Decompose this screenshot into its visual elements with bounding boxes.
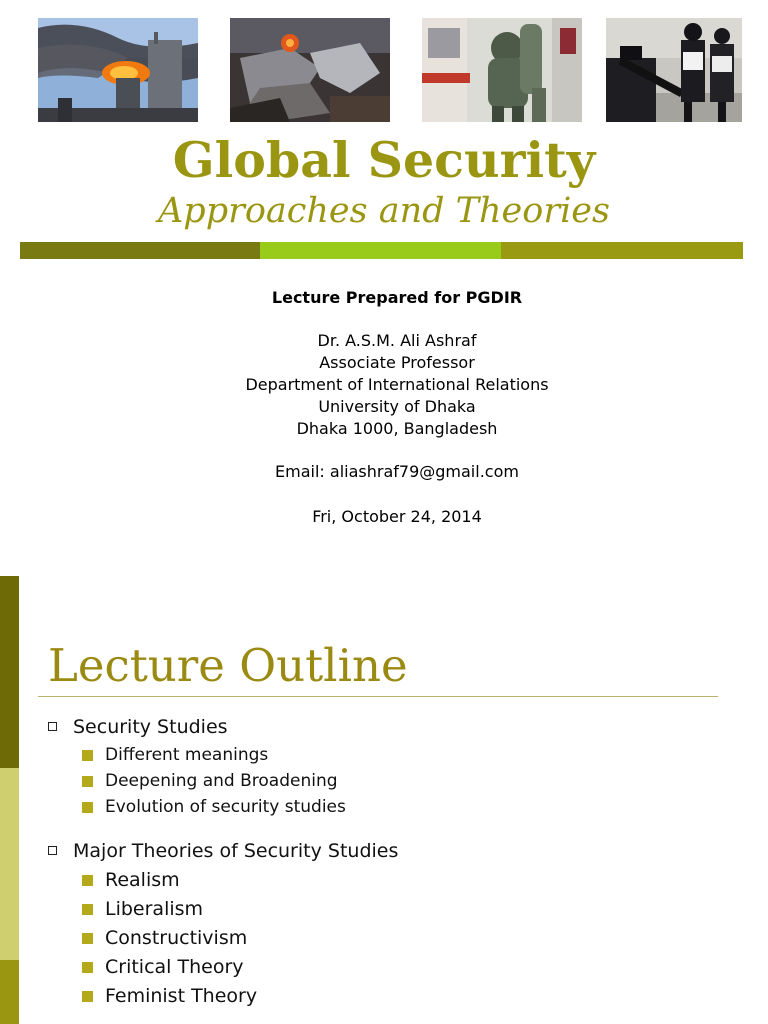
square-bullet-icon [82, 962, 93, 973]
sidebar-segment-light [0, 768, 19, 960]
square-bullet-icon [82, 875, 93, 886]
author-university: University of Dhaka [318, 397, 476, 416]
author-email: Email: aliashraf79@gmail.com [275, 462, 519, 481]
square-bullet-icon [82, 933, 93, 944]
outline-section-label: Security Studies [73, 716, 228, 738]
prepared-for-line: Lecture Prepared for PGDIR [271, 288, 523, 307]
bomb-squad-photo [422, 18, 582, 122]
outline-section-label: Major Theories of Security Studies [73, 840, 399, 862]
burning-tower-photo [38, 18, 198, 122]
outline-item-label: Feminist Theory [105, 985, 258, 1007]
outline-item-label: Liberalism [105, 898, 204, 920]
slide-title: Global Security [172, 131, 596, 189]
sidebar-segment-dark [0, 576, 19, 768]
band-segment-right [501, 242, 743, 259]
lecture-date: Fri, October 24, 2014 [312, 507, 482, 526]
sidebar-segment-olive [0, 960, 19, 1024]
band-segment-left [20, 242, 260, 259]
square-bullet-icon [82, 750, 93, 761]
square-bullet-icon [82, 904, 93, 915]
bombed-vehicles-photo [230, 18, 390, 122]
outline-item-label: Constructivism [105, 927, 248, 949]
outline-title: Lecture Outline [48, 639, 408, 692]
hollow-square-bullet-icon [48, 722, 57, 731]
author-department: Department of International Relations [245, 375, 549, 394]
author-position: Associate Professor [319, 353, 475, 372]
square-bullet-icon [82, 802, 93, 813]
square-bullet-icon [82, 776, 93, 787]
outline-item-label: Different meanings [105, 745, 269, 765]
outline-item-label: Deepening and Broadening [105, 771, 338, 791]
outline-slide [0, 576, 768, 1024]
square-bullet-icon [82, 991, 93, 1002]
title-underline [38, 696, 718, 697]
outline-item-label: Realism [105, 869, 180, 891]
author-name: Dr. A.S.M. Ali Ashraf [317, 331, 477, 350]
outline-item-label: Critical Theory [105, 956, 244, 978]
author-address: Dhaka 1000, Bangladesh [296, 419, 498, 438]
outline-item-label: Evolution of security studies [105, 797, 346, 817]
hollow-square-bullet-icon [48, 846, 57, 855]
slide-subtitle: Approaches and Theories [158, 191, 610, 231]
armed-police-photo [606, 18, 742, 122]
band-segment-middle [260, 242, 501, 259]
